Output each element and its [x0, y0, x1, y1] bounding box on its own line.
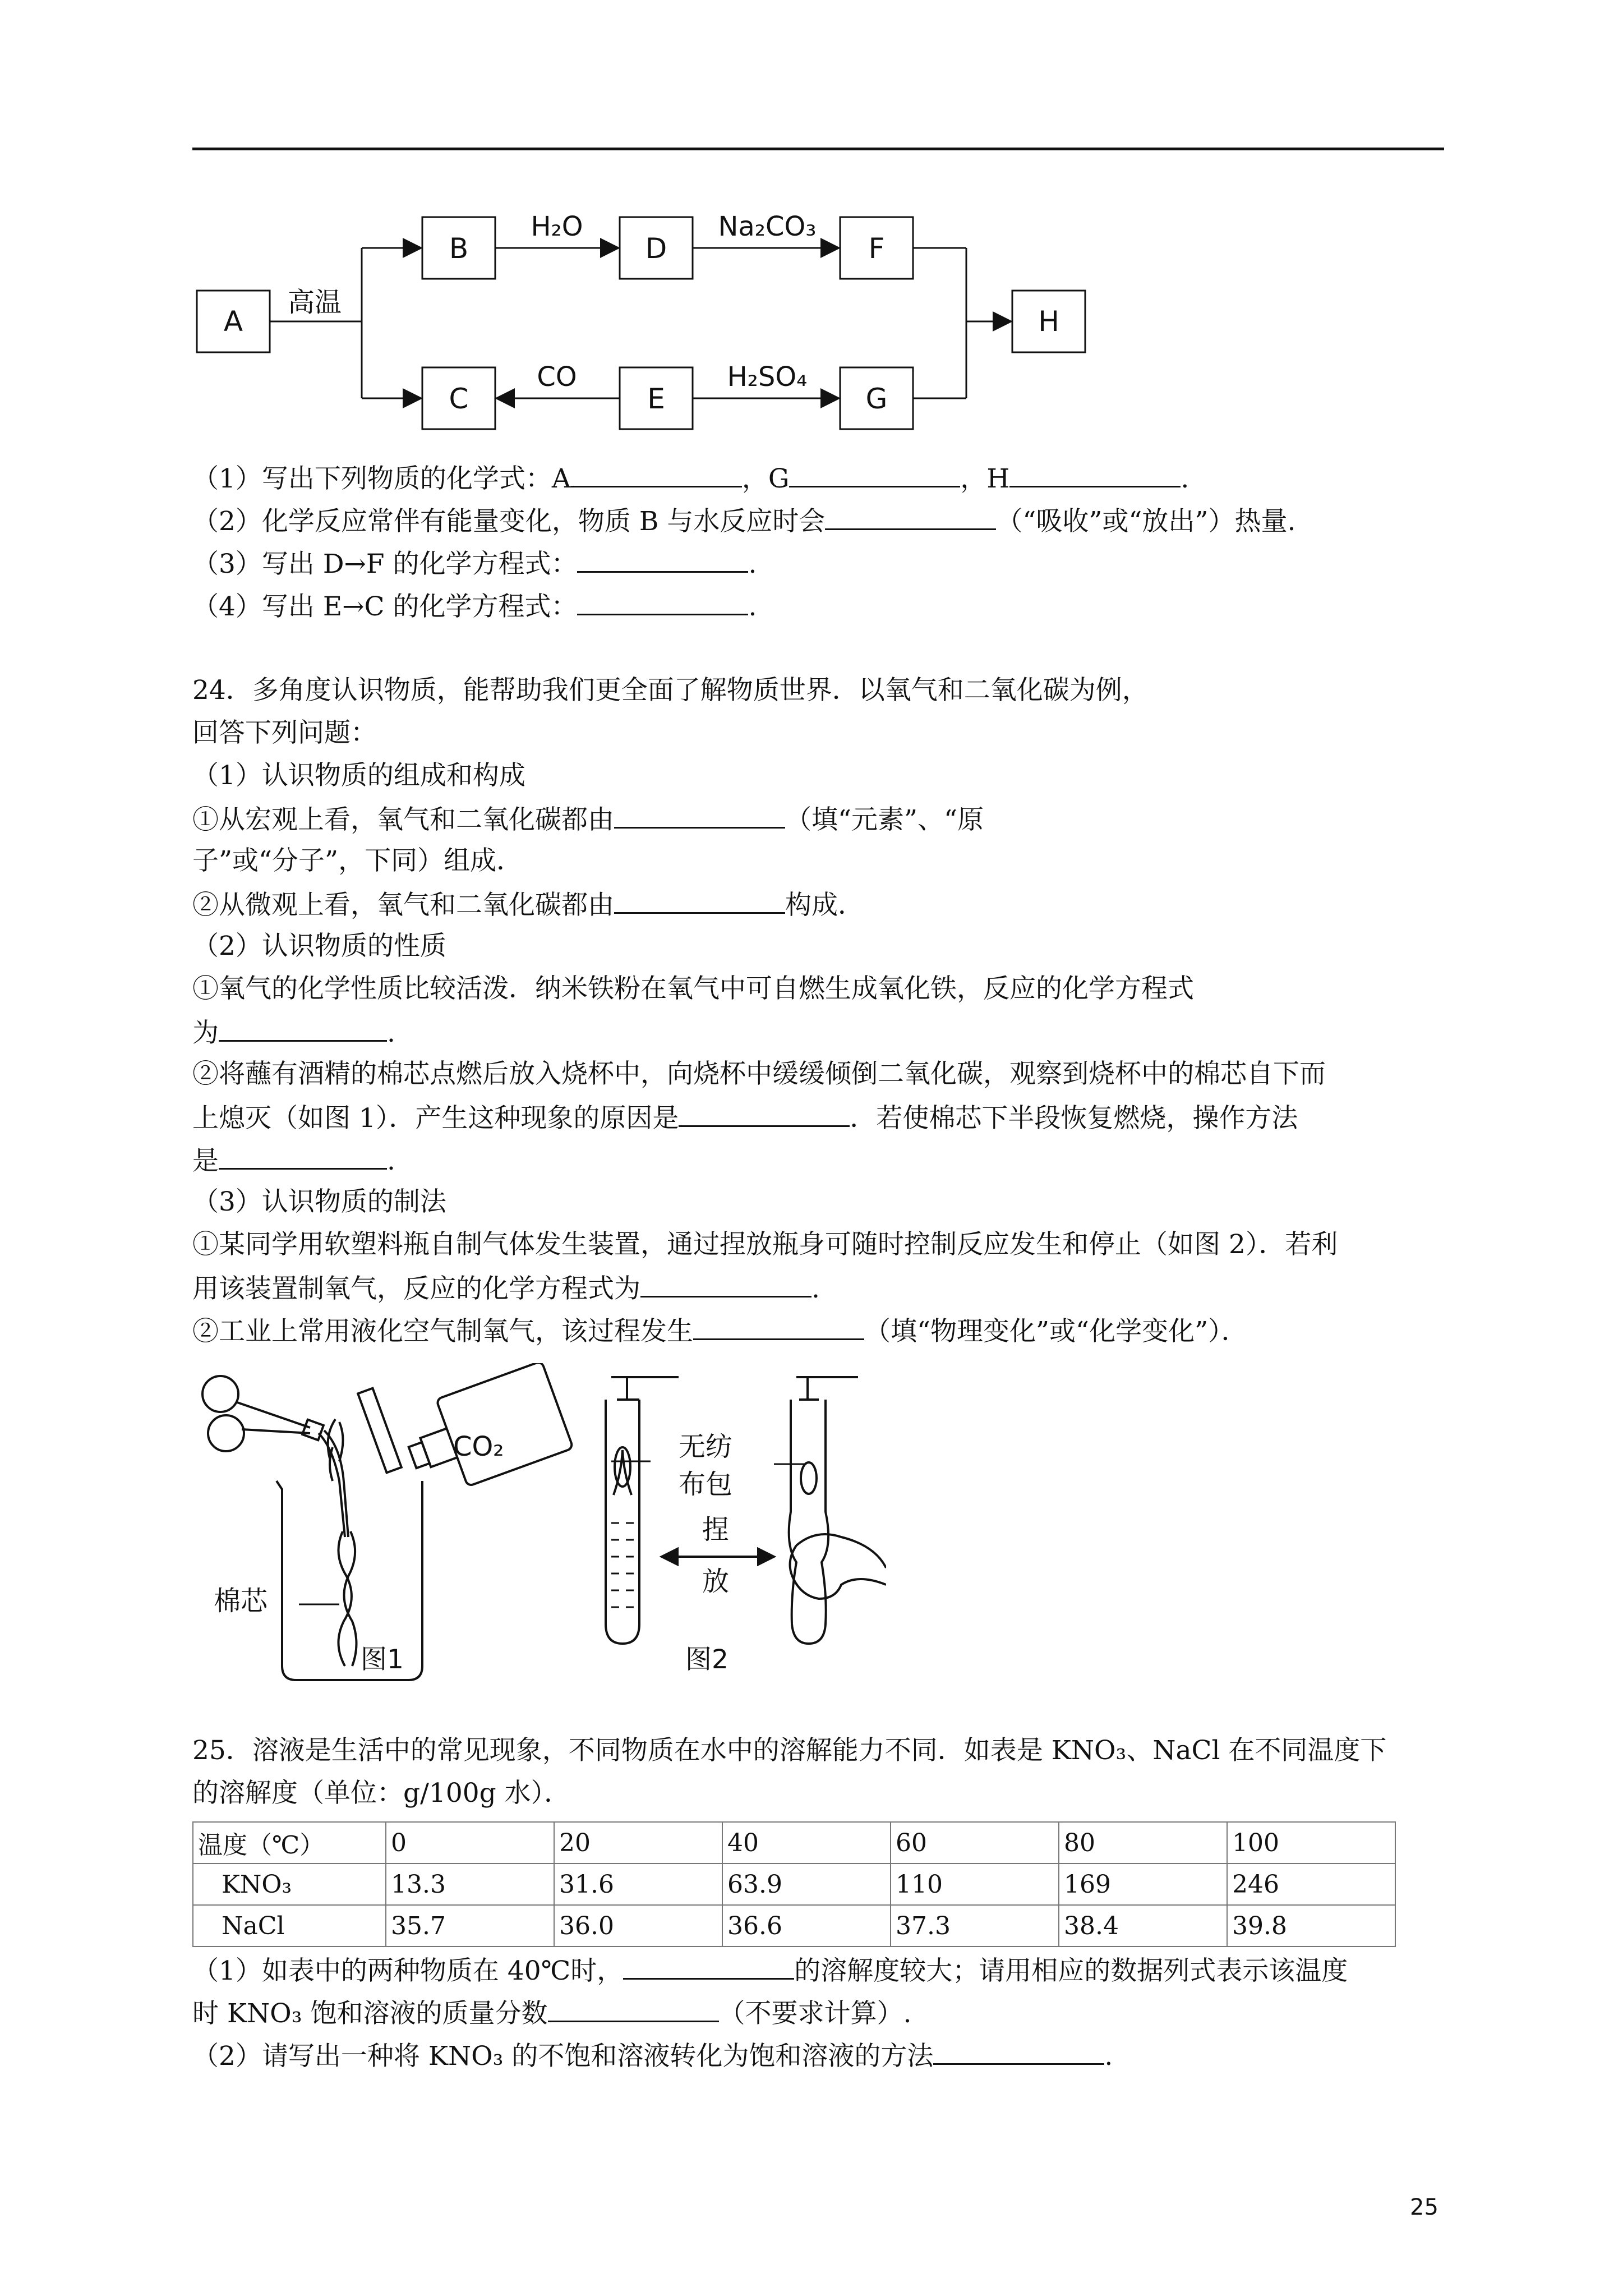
table-row	[193, 1864, 1395, 1905]
q24-line11: 上熄灭（如图 1）．产生这种现象的原因是 ．若使棉芯下半段恢复燃烧，操作方法	[192, 1101, 1298, 1135]
answer-blank[interactable]	[825, 504, 996, 530]
answer-blank[interactable]	[614, 887, 785, 914]
header-rule	[192, 148, 1444, 150]
box-d-label: D	[645, 232, 667, 265]
co2-bottle-icon	[436, 1363, 573, 1487]
table-cell: 37.3	[891, 1905, 1059, 1947]
answer-blank[interactable]	[571, 461, 742, 487]
q24-line3: （1）认识物质的组成和构成	[192, 760, 525, 791]
answer-blank[interactable]	[623, 1953, 794, 1980]
q24-line8: ①氧气的化学性质比较活泼．纳米铁粉在氧气中可自燃生成氧化铁，反应的化学方程式	[192, 973, 1194, 1004]
q24-line2: 回答下列问题：	[192, 717, 377, 748]
box-e-label: E	[647, 383, 665, 415]
q24-line15: 用该装置制氧气，反应的化学方程式为 .	[192, 1271, 820, 1305]
q25-line2: 的溶解度（单位：g/100g 水）．	[192, 1778, 571, 1809]
table-header-row	[193, 1822, 1395, 1864]
solubility-table	[192, 1821, 1396, 1947]
q23-line1: （1）写出下列物质的化学式：A ，G ，H .	[192, 461, 1189, 495]
q24-line10: ②将蘸有酒精的棉芯点燃后放入烧杯中，向烧杯中缓缓倾倒二氧化碳，观察到烧杯中的棉芯自下而	[192, 1059, 1326, 1089]
box-b-label: B	[449, 232, 469, 265]
box-h-label: H	[1038, 305, 1059, 338]
table-cell: 温度（℃）	[193, 1822, 386, 1864]
answer-blank[interactable]	[640, 1271, 811, 1297]
q24-line12: 是 .	[192, 1143, 395, 1177]
box-g-label: G	[865, 383, 888, 415]
label-h2o: H₂O	[531, 211, 583, 242]
condition-gaowen: 高温	[287, 287, 342, 318]
answer-blank[interactable]	[577, 546, 748, 573]
box-f-label: F	[868, 232, 885, 265]
label-co2: CO₂	[453, 1431, 504, 1462]
label-mianxin: 棉芯	[214, 1585, 268, 1617]
hand-icon	[790, 1534, 886, 1599]
table-cell: 169	[1059, 1864, 1227, 1905]
q25-line5: （2）请写出一种将 KNO₃ 的不饱和溶液转化为饱和溶液的方法 .	[192, 2039, 1113, 2073]
q24-line1: 24．多角度认识物质，能帮助我们更全面了解物质世界．以氧气和二氧化碳为例，	[192, 675, 1149, 706]
q24-line6: ②从微观上看，氧气和二氧化碳都由 构成．	[192, 887, 864, 922]
table-cell: 20	[554, 1822, 722, 1864]
q23-line2: （2）化学反应常伴有能量变化，物质 B 与水反应时会 （“吸收”或“放出”）热量.	[192, 504, 1295, 538]
right-bottle-icon	[789, 1400, 828, 1644]
box-a-label: A	[223, 305, 243, 338]
box-c-label: C	[449, 383, 469, 415]
label-wufang: 无纺	[679, 1431, 733, 1462]
answer-blank[interactable]	[577, 589, 748, 615]
q24-line5: 子”或“分子”，下同）组成．	[192, 845, 523, 876]
table-cell: 35.7	[386, 1905, 554, 1947]
wick-icon	[338, 1531, 356, 1666]
answer-blank[interactable]	[933, 2039, 1104, 2065]
table-cell: NaCl	[193, 1905, 386, 1947]
answer-blank[interactable]	[679, 1101, 850, 1127]
answer-blank[interactable]	[1009, 461, 1181, 487]
answer-blank[interactable]	[219, 1015, 387, 1042]
table-cell: 38.4	[1059, 1905, 1227, 1947]
q24-line14: ①某同学用软塑料瓶自制气体发生装置，通过捏放瓶身可随时控制反应发生和停止（如图 2）．若利	[192, 1229, 1338, 1260]
q23-line4: （4）写出 E→C 的化学方程式： .	[192, 589, 757, 623]
figure-1-caption-text: 图1	[361, 1644, 404, 1675]
q25-line3: （1）如表中的两种物质在 40℃时， 的溶解度较大；请用相应的数据列式表示该温度	[192, 1953, 1348, 1987]
q24-line4: ①从宏观上看，氧气和二氧化碳都由 （填“元素”、“原	[192, 802, 984, 836]
table-cell: 36.6	[722, 1905, 891, 1947]
table-row	[193, 1905, 1395, 1947]
table-cell: 39.8	[1227, 1905, 1395, 1947]
answer-blank[interactable]	[614, 802, 785, 829]
label-na2co3: Na₂CO₃	[718, 211, 817, 242]
label-h2so4: H₂SO₄	[727, 361, 808, 393]
table-cell: 110	[891, 1864, 1059, 1905]
q24-line16: ②工业上常用液化空气制氧气，该过程发生 （填“物理变化”或“化学变化”）．	[192, 1314, 1248, 1348]
q24-line9: 为 .	[192, 1015, 395, 1050]
label-fang: 放	[702, 1566, 730, 1597]
table-cell: 246	[1227, 1864, 1395, 1905]
table-cell: 36.0	[554, 1905, 722, 1947]
left-bottle-icon	[606, 1400, 639, 1644]
answer-blank[interactable]	[548, 1996, 719, 2022]
answer-blank[interactable]	[219, 1143, 387, 1170]
answer-blank[interactable]	[693, 1314, 864, 1340]
table-cell: 13.3	[386, 1864, 554, 1905]
figure-2-caption: 图2	[685, 1644, 728, 1675]
q25-line4: 时 KNO₃ 饱和溶液的质量分数 （不要求计算）.	[192, 1996, 911, 2030]
flow-diagram	[192, 208, 1090, 443]
figure-2-bottle-apparatus	[594, 1360, 886, 1652]
answer-blank[interactable]	[789, 461, 960, 487]
tong-handle-icon	[202, 1376, 238, 1412]
table-cell: 100	[1227, 1822, 1395, 1864]
q24-line13: （3）认识物质的制法	[192, 1186, 446, 1217]
table-cell: 63.9	[722, 1864, 891, 1905]
table-cell: 80	[1059, 1822, 1227, 1864]
label-bubao: 布包	[679, 1469, 733, 1500]
q25-line1: 25．溶液是生活中的常见现象，不同物质在水中的溶解能力不同．如表是 KNO₃、NaCl 在不同温度下	[192, 1735, 1387, 1766]
table-cell: 31.6	[554, 1864, 722, 1905]
q23-line3: （3）写出 D→F 的化学方程式： .	[192, 546, 757, 581]
page-number: 25	[1410, 2194, 1438, 2220]
q24-line7: （2）认识物质的性质	[192, 931, 446, 961]
table-cell: 40	[722, 1822, 891, 1864]
table-cell: 60	[891, 1822, 1059, 1864]
label-nie: 捏	[702, 1514, 730, 1545]
label-co: CO	[537, 361, 577, 393]
table-cell: 0	[386, 1822, 554, 1864]
table-cell: KNO₃	[193, 1864, 386, 1905]
